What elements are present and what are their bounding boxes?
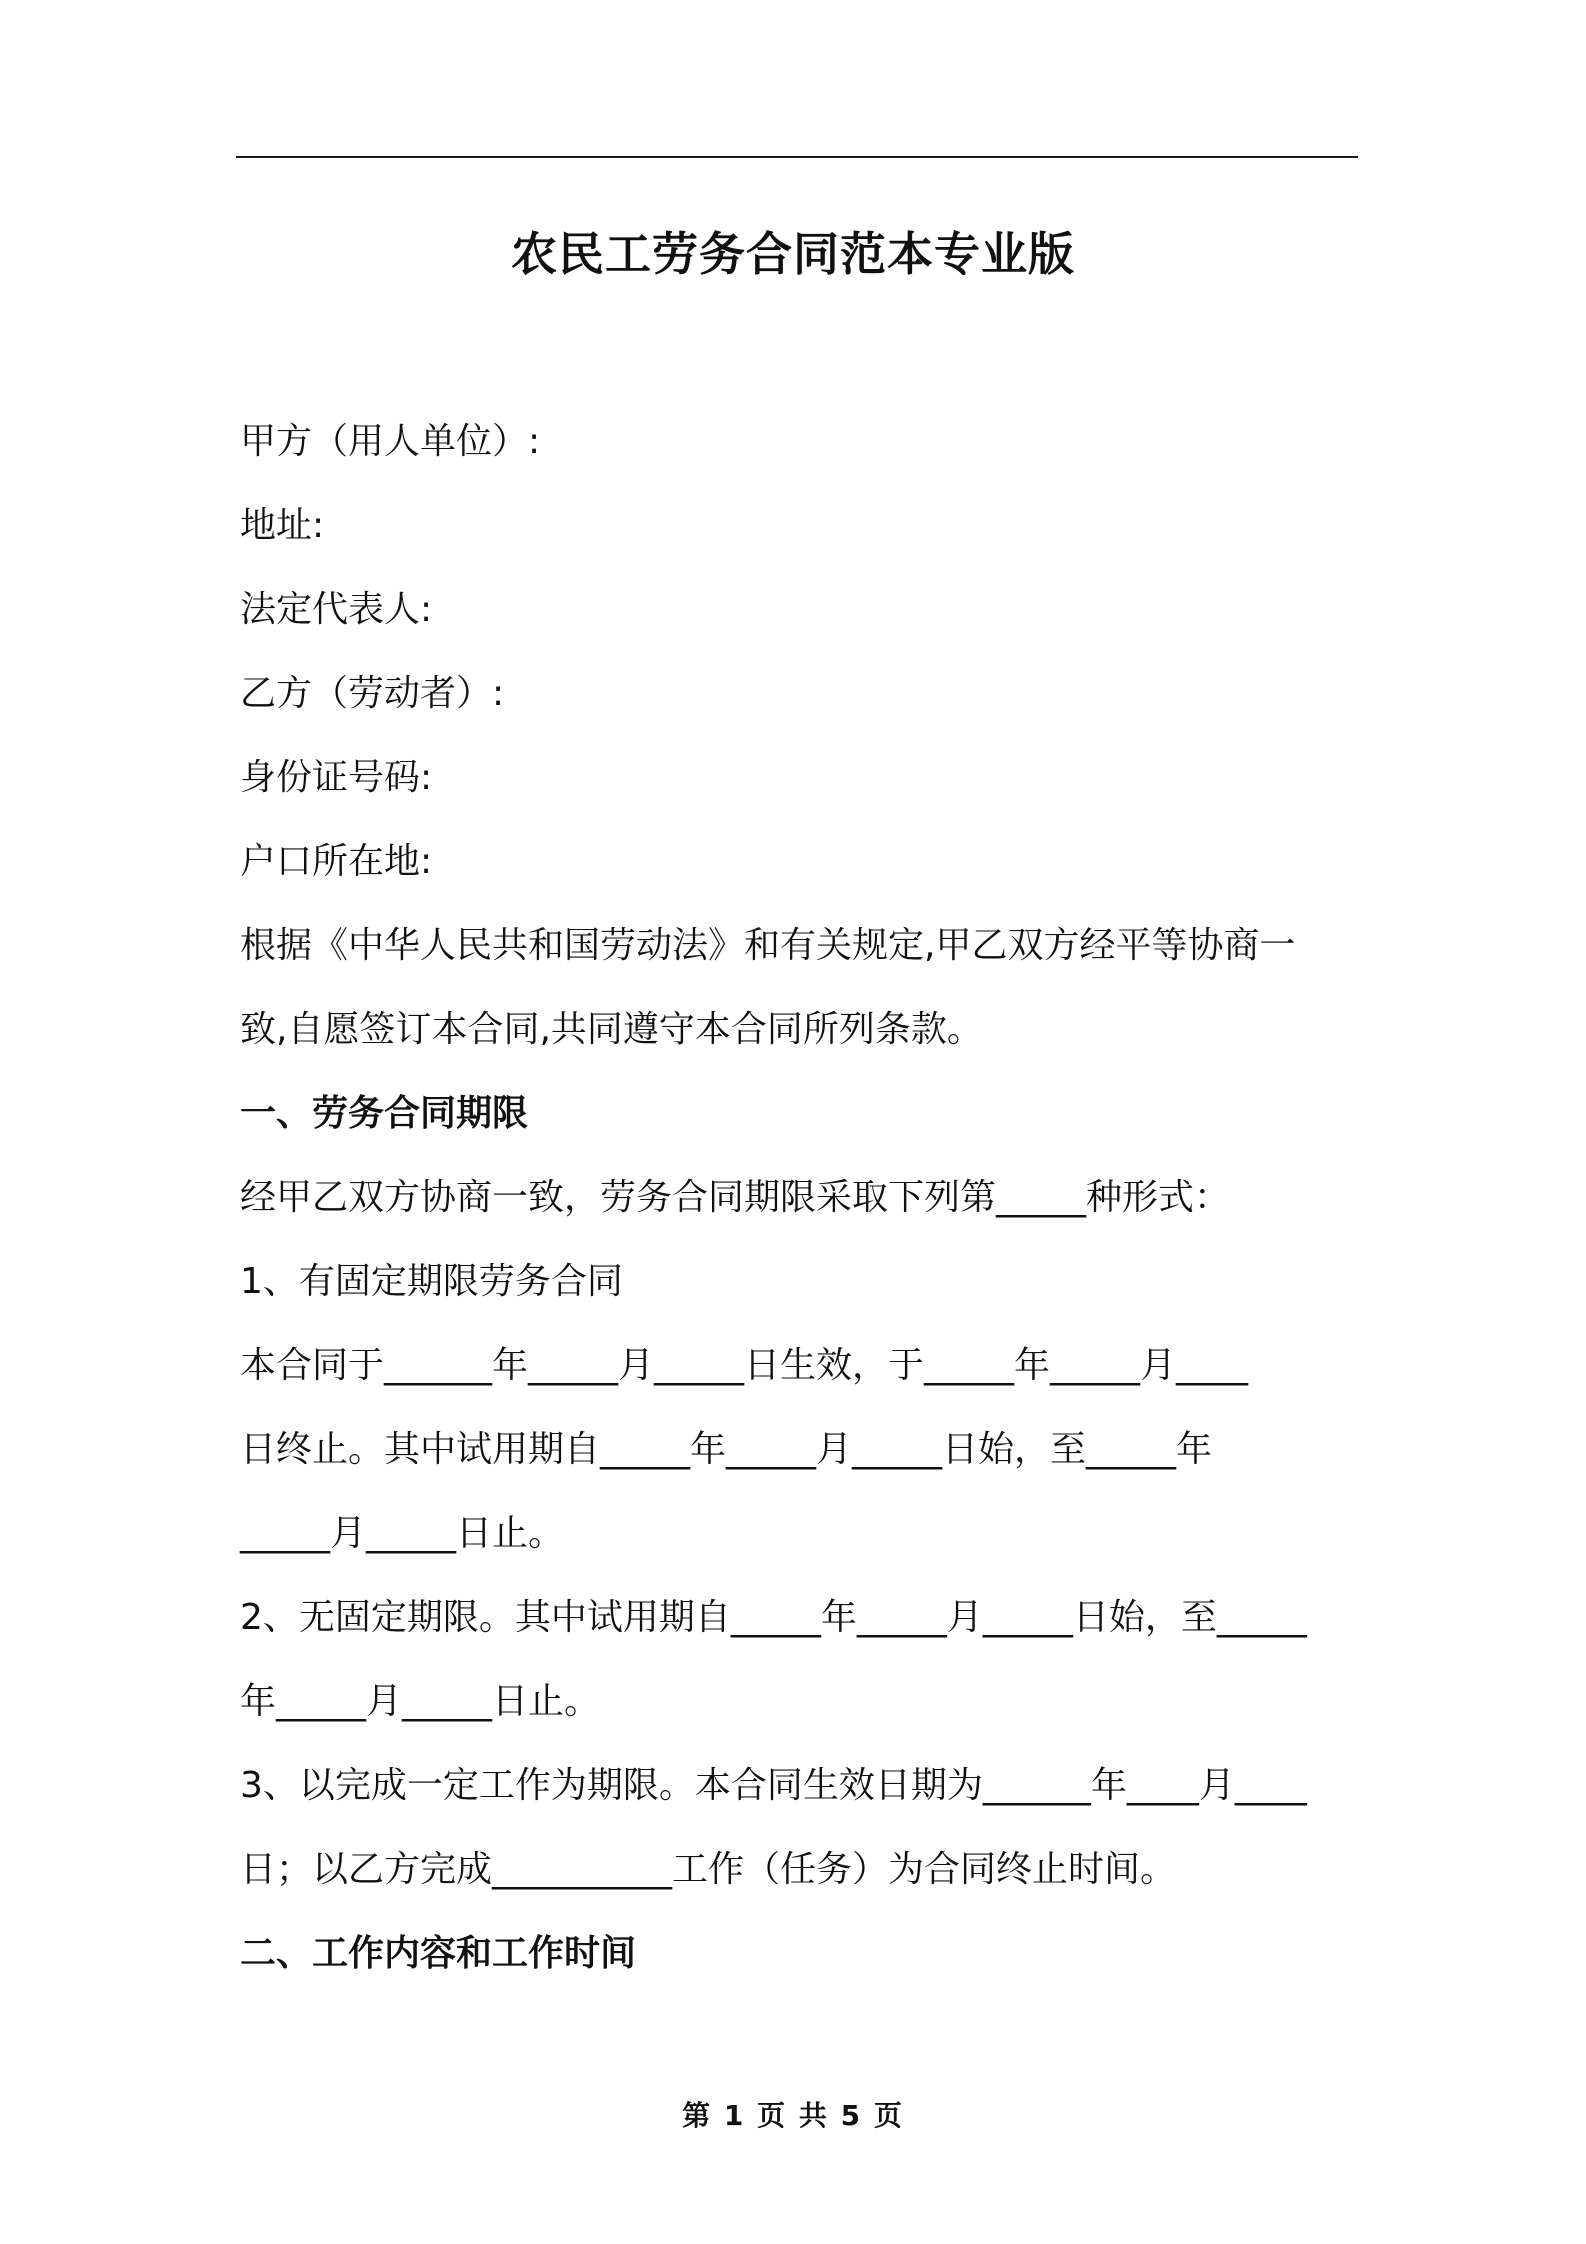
item-1-line-2: 日终止。其中试用期自_____年_____月_____日始，至_____年 <box>240 1429 1213 1470</box>
id-number-field: 身份证号码: <box>240 757 433 798</box>
item-3-line-2: 日；以乙方完成__________工作（任务）为合同终止时间。 <box>240 1849 1177 1890</box>
section-1-heading: 一、劳务合同期限 <box>240 1093 529 1134</box>
item-2-line-2: 年_____月_____日止。 <box>240 1681 601 1722</box>
address-field: 地址: <box>240 505 325 546</box>
item-3-line-1: 3、以完成一定工作为期限。本合同生效日期为______年____月____ <box>240 1765 1307 1806</box>
item-2-line-1: 2、无固定期限。其中试用期自_____年_____月_____日始，至_____ <box>240 1597 1307 1638</box>
page-footer: 第 1 页 共 5 页 <box>682 2099 904 2132</box>
intro-paragraph-line-1: 根据《中华人民共和国劳动法》和有关规定,甲乙双方经平等协商一 <box>240 925 1296 966</box>
intro-paragraph-line-2: 致,自愿签订本合同,共同遵守本合同所列条款。 <box>240 1009 983 1050</box>
item-1-heading: 1、有固定期限劳务合同 <box>240 1261 623 1302</box>
item-1-line-1: 本合同于______年_____月_____日生效，于_____年_____月____ <box>240 1345 1249 1386</box>
document-title: 农民工劳务合同范本专业版 <box>511 227 1075 281</box>
legal-rep-field: 法定代表人: <box>240 589 433 630</box>
term-choice-text: 经甲乙双方协商一致，劳务合同期限采取下列第_____种形式： <box>240 1177 1231 1218</box>
item-1-line-3: _____月_____日止。 <box>240 1513 565 1554</box>
residence-field: 户口所在地: <box>240 841 433 882</box>
party-a-field: 甲方（用人单位）: <box>240 421 541 462</box>
party-b-field: 乙方（劳动者）: <box>240 673 505 714</box>
header-rule <box>236 156 1358 158</box>
document-body <box>240 400 1358 1996</box>
section-2-heading: 二、工作内容和工作时间 <box>240 1933 637 1974</box>
